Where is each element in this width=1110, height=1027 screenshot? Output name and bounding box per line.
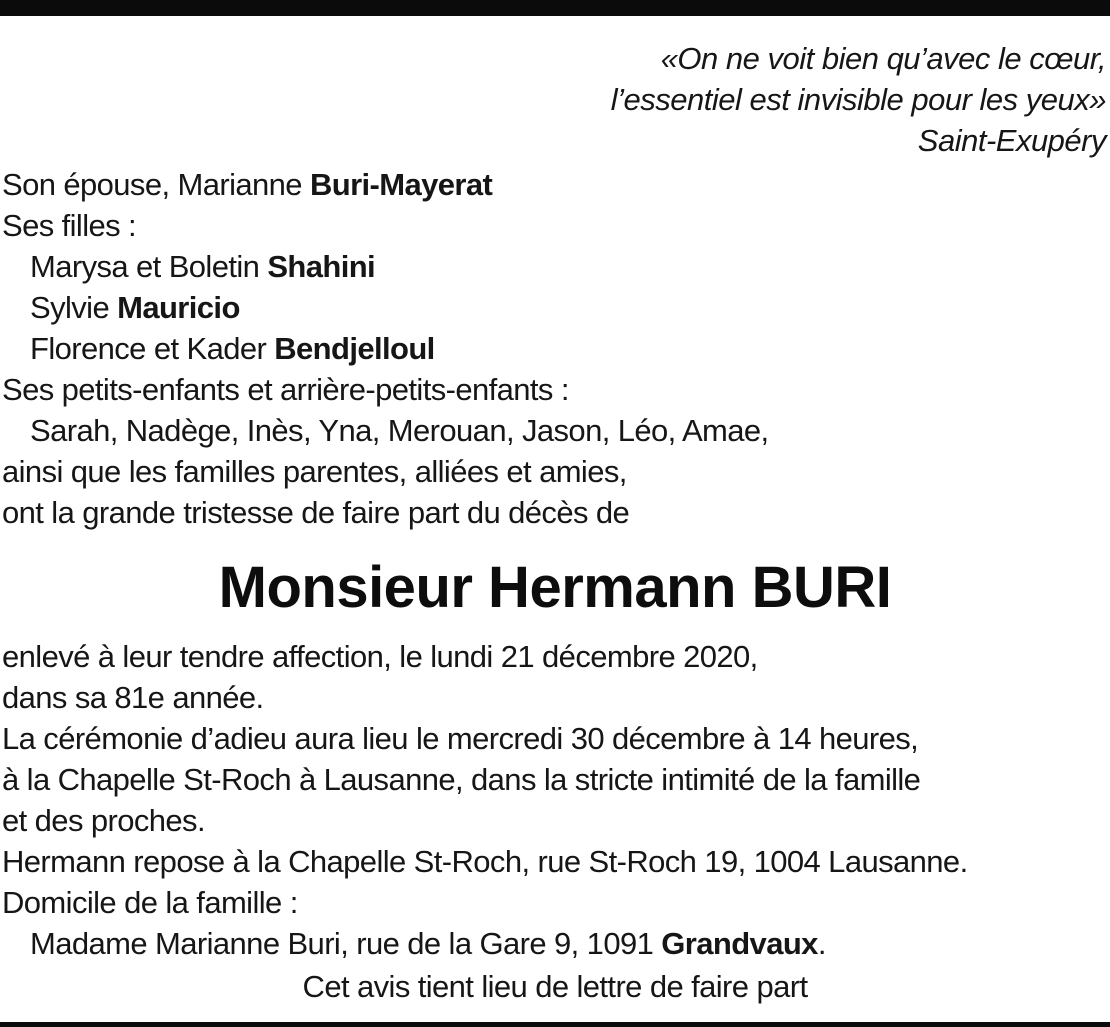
daughter-surname: Bendjelloul [274, 331, 435, 366]
bottom-rule [0, 1022, 1110, 1027]
domicile-prefix: Madame Marianne Buri, rue de la Gare 9, 1091 [30, 926, 662, 961]
grandchildren-names: Sarah, Nadège, Inès, Yna, Merouan, Jason, Léo, Amae, [30, 413, 769, 448]
ceremony-line-3: et des proches. [2, 803, 205, 838]
daughter-given: Florence et Kader [30, 331, 275, 366]
family-section [2, 164, 1102, 533]
daughter-given: Marysa et Boletin [30, 249, 268, 284]
spouse-prefix: Son épouse, Marianne [2, 167, 310, 202]
domicile-label: Domicile de la famille : [2, 885, 298, 920]
deceased-name: Monsieur Hermann BURI [218, 555, 892, 620]
epigraph-quote [611, 38, 1106, 161]
daughter-surname: Shahini [267, 249, 376, 284]
death-date-line: enlevé à leur tendre affection, le lundi 21 décembre 2020, [2, 639, 758, 674]
spouse-line [2, 164, 1102, 205]
daughter-line [2, 328, 1102, 369]
quote-author: Saint-Exupéry [917, 123, 1106, 158]
top-rule [0, 0, 1110, 16]
quote-line-2: l’essentiel est invisible pour les yeux» [610, 82, 1106, 117]
spouse-name: Buri-Mayerat [309, 167, 493, 202]
daughter-line [2, 287, 1102, 328]
quote-line-1: «On ne voit bien qu’avec le cœur, [660, 41, 1106, 76]
relatives-line: ainsi que les familles parentes, alliées et amies, [2, 454, 627, 489]
announcement-line: ont la grande tristesse de faire part du décès de [2, 495, 630, 530]
domicile-suffix: . [817, 926, 826, 961]
details-section [2, 636, 1102, 964]
repose-line: Hermann repose à la Chapelle St-Roch, rue St-Roch 19, 1004 Lausanne. [2, 844, 968, 879]
daughter-surname: Mauricio [117, 290, 240, 325]
daughter-given: Sylvie [30, 290, 118, 325]
closing-note: Cet avis tient lieu de lettre de faire part [302, 969, 808, 1004]
domicile-town: Grandvaux [661, 926, 818, 961]
daughters-label: Ses filles : [2, 208, 137, 243]
ceremony-line-2: à la Chapelle St-Roch à Lausanne, dans la stricte intimité de la famille [2, 762, 921, 797]
grandchildren-label: Ses petits-enfants et arrière-petits-enfants : [2, 372, 569, 407]
ceremony-line-1: La cérémonie d’adieu aura lieu le mercredi 30 décembre à 14 heures, [2, 721, 919, 756]
daughter-line [2, 246, 1102, 287]
age-line: dans sa 81e année. [2, 680, 264, 715]
domicile-address [2, 923, 1102, 964]
